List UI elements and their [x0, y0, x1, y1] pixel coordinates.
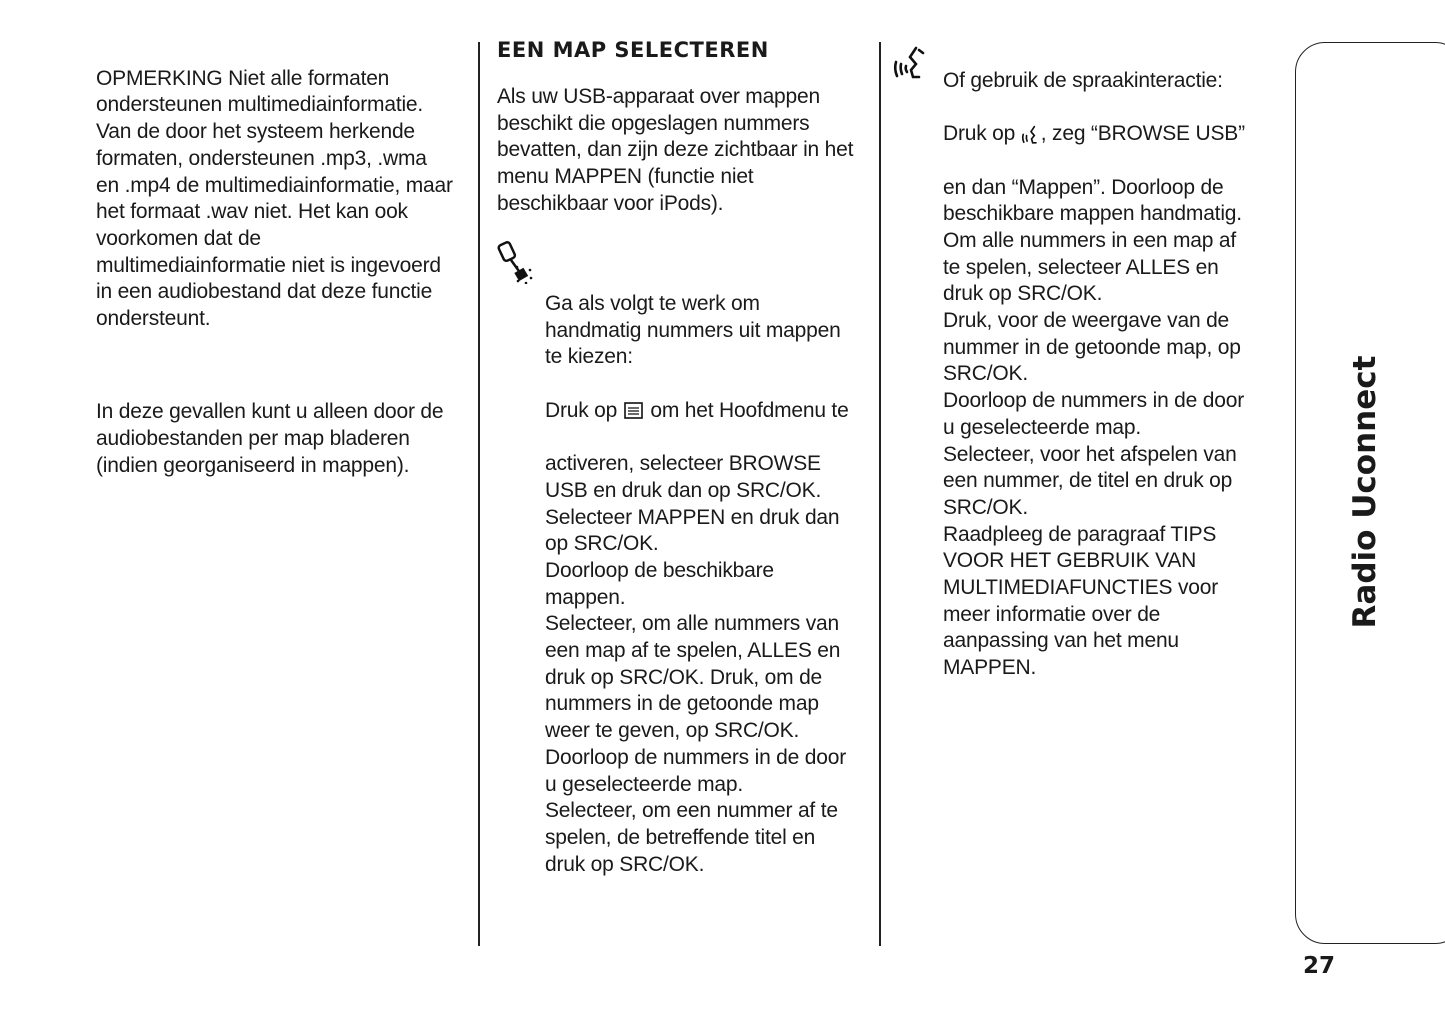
text: , zeg “BROWSE USB” [1040, 122, 1245, 146]
steps-intro: Ga als volgt te werk om handmatig nummers uit mappen te kiezen: [545, 291, 841, 369]
usb-stick-icon [497, 240, 537, 284]
voice-line [943, 121, 1273, 148]
text: Druk op [943, 122, 1021, 146]
voice-steps: en dan “Mappen”. Doorloop de beschikbare mappen handmatig. Om alle nummers in een map af te spelen, selecteer ALLES en druk op SRC/OK. Druk, voor de weergave van de nummer in de getoonde map, op SRC/OK. Doorloop de nummers in de door u geselecteerde map. Selecteer, voor het afspelen van een nummer, de titel en druk op SRC/OK. Raadpleeg de paragraaf TIPS VOOR HET GEBRUIK VAN MULTIMEDIAFUNCTIES voor meer informatie over de aanpassing van het menu MAPPEN. [943, 175, 1245, 680]
column-1 [96, 39, 471, 506]
menu-button-icon [623, 401, 645, 421]
voice-intro: Of gebruik de spraakinteractie: [943, 68, 1223, 92]
column-divider [879, 42, 881, 946]
page-number: 27 [1303, 953, 1336, 979]
voice-button-icon [1021, 124, 1041, 146]
column-divider [478, 42, 480, 946]
note-paragraph: OPMERKING Niet alle formaten ondersteunen multimediainformatie. Van de door het systeem herkende formaten, ondersteunen .mp3, .wma en .mp4 de multimediainformatie, maar het formaat .wav niet. Het kan ook voorkomen dat de multimediainformatie niet is ingevoerd in een audiobestand dat deze functie ondersteunt. [96, 66, 453, 331]
intro-paragraph: Als uw USB-apparaat over mappen beschikt die opgeslagen nummers bevatten, dan zijn deze zichtbaar in het menu MAPPEN (functie niet beschikbaar voor iPods). [497, 85, 854, 215]
chapter-title: Radio Uconnect [1347, 355, 1383, 629]
column-2 [497, 36, 867, 905]
section-heading: EEN MAP SELECTEREN [497, 38, 769, 62]
column-3 [943, 41, 1273, 709]
text: om het Hoofdmenu te [644, 398, 849, 422]
text: Druk op [545, 398, 623, 422]
steps-rest: activeren, selecteer BROWSE USB en druk dan op SRC/OK. Selecteer MAPPEN en druk dan op SRC/OK. Doorloop de beschikbare mappen. Selecteer, om alle nummers van een map af te spelen, ALLES en druk op SRC/OK. Druk, om de nummers in de getoonde map weer te geven, op SRC/OK. Doorloop de nummers in de door u geselecteerde map. Selecteer, om een nummer af te spelen, de betreffende titel en druk op SRC/OK. [545, 452, 847, 876]
steps-line [545, 398, 867, 425]
voice-command-icon [892, 44, 928, 82]
steps-block [497, 238, 867, 906]
paragraph: In deze gevallen kunt u alleen door de audiobestanden per map bladeren (indien georganiseerd in mappen). [96, 400, 444, 477]
